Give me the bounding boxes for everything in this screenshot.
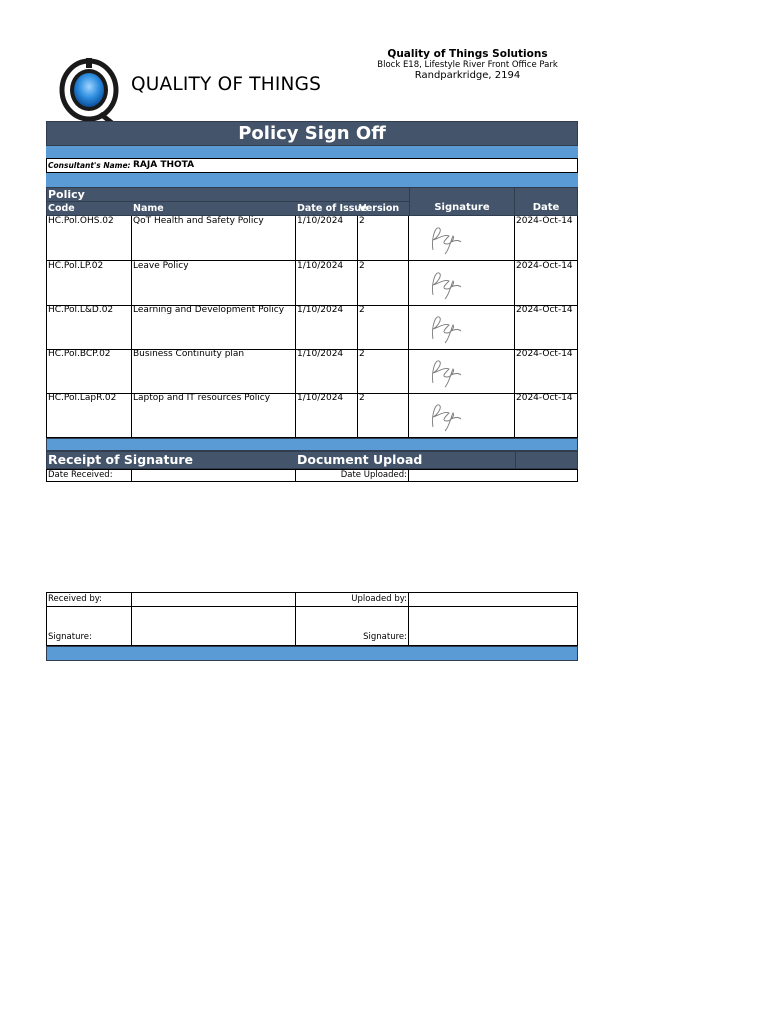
policy-date-of-issue: 1/10/2024 (296, 216, 358, 260)
received-by-row (46, 592, 578, 607)
policy-sign-date: 2024-Oct-14 (516, 261, 573, 271)
column-header-signature: Signature (409, 188, 515, 215)
policy-code: HC.Pol.L&D.02 (47, 305, 132, 349)
signature-cell[interactable] (409, 305, 515, 349)
policy-version: 2 (358, 261, 409, 305)
handwritten-signature-icon (425, 397, 465, 435)
policy-name: Business Continuity plan (132, 349, 296, 393)
policy-version: 2 (358, 393, 409, 437)
policy-date-of-issue: 1/10/2024 (296, 261, 358, 305)
policy-date-of-issue: 1/10/2024 (296, 393, 358, 437)
policy-sign-date: 2024-Oct-14 (516, 305, 573, 315)
column-header-date: Date (532, 202, 560, 213)
upload-heading: Document Upload (297, 452, 423, 467)
receipt-heading: Receipt of Signature (48, 452, 194, 467)
policy-code: HC.Pol.LP.02 (47, 261, 132, 305)
date-uploaded-field[interactable] (409, 470, 577, 481)
handwritten-signature-icon (425, 265, 465, 303)
policy-name: QoT Health and Safety Policy (132, 216, 296, 260)
table-row (46, 305, 578, 350)
column-header-version: Version (359, 203, 400, 214)
handwritten-signature-icon (425, 220, 465, 258)
signature-cell[interactable] (409, 261, 515, 305)
policy-version: 2 (358, 216, 409, 260)
policy-code: HC.Pol.LapR.02 (47, 393, 132, 437)
consultant-name[interactable]: RAJA THOTA (133, 160, 195, 170)
policy-date-of-issue: 1/10/2024 (296, 349, 358, 393)
uploaded-signature-field[interactable] (409, 606, 577, 645)
table-row (46, 349, 578, 394)
date-received-label: Date Received: (47, 470, 132, 481)
handwritten-signature-icon (425, 353, 465, 391)
signature-cell[interactable] (409, 349, 515, 393)
accent-stripe (46, 438, 578, 451)
policy-version: 2 (358, 305, 409, 349)
policy-table-header (46, 187, 578, 216)
date-row (46, 469, 578, 482)
uploaded-by-label: Uploaded by: (296, 593, 409, 606)
received-by-field[interactable] (132, 593, 296, 606)
policy-code: HC.Pol.OHS.02 (47, 216, 132, 260)
receipt-upload-header (46, 451, 578, 469)
policy-sign-date: 2024-Oct-14 (516, 216, 573, 226)
consultant-label: Consultant's Name: (48, 161, 131, 170)
policy-name: Learning and Development Policy (132, 305, 296, 349)
accent-stripe (46, 646, 578, 661)
brand-title: QUALITY OF THINGS (131, 74, 322, 95)
column-header-name: Name (133, 203, 164, 214)
header-divider (515, 452, 516, 468)
company-address-line1: Block E18, Lifestyle River Front Office Park (377, 60, 558, 70)
signature-cell[interactable] (409, 393, 515, 437)
company-address-line2: Randparkridge, 2194 (414, 70, 521, 81)
signature-row (46, 606, 578, 646)
policy-sign-date: 2024-Oct-14 (516, 393, 573, 403)
handwritten-signature-icon (425, 309, 465, 347)
table-row (46, 216, 578, 261)
received-signature-field[interactable] (132, 606, 296, 645)
policy-sign-date: 2024-Oct-14 (516, 349, 573, 359)
policy-code: HC.Pol.BCP.02 (47, 349, 132, 393)
policy-name: Laptop and IT resources Policy (132, 393, 296, 437)
quality-of-things-logo-icon (58, 56, 122, 124)
policy-section-label: Policy (47, 188, 409, 202)
column-header-code: Code (48, 203, 75, 214)
signature-cell[interactable] (409, 216, 515, 260)
date-uploaded-label: Date Uploaded: (296, 470, 409, 481)
policy-date-of-issue: 1/10/2024 (296, 305, 358, 349)
accent-stripe (46, 146, 578, 158)
company-name: Quality of Things Solutions (387, 48, 548, 60)
table-row (46, 393, 578, 438)
table-row (46, 261, 578, 306)
signature-label-right: Signature: (296, 606, 409, 645)
page-title: Policy Sign Off (46, 121, 578, 146)
policy-version: 2 (358, 349, 409, 393)
date-received-field[interactable] (132, 470, 296, 481)
received-by-label: Received by: (47, 593, 132, 606)
signature-label-left: Signature: (47, 606, 132, 645)
policy-name: Leave Policy (132, 261, 296, 305)
consultant-row (46, 158, 578, 173)
uploaded-by-field[interactable] (409, 593, 577, 606)
column-header-date-of-issue: Date of Issue (297, 203, 368, 214)
accent-stripe (46, 173, 578, 187)
